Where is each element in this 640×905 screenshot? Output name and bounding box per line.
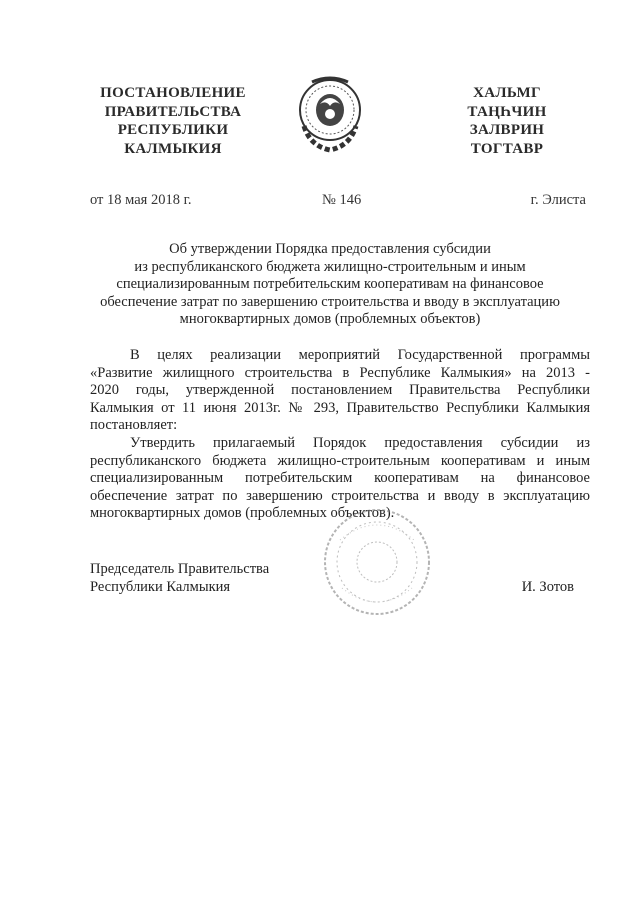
body-line: Калмыкия от 11 июня 2013г. № 293, Правительство Республики Калмыкия <box>90 399 590 416</box>
header-right-line: ТОГТАВР <box>470 140 544 157</box>
header-right-title <box>452 84 562 158</box>
body-line: постановляет: <box>90 417 178 434</box>
header-left-line: КАЛМЫКИЯ <box>124 140 222 157</box>
title-line: многоквартирных домов (проблемных объектов) <box>179 311 481 328</box>
body-line: специализированным потребительским кооперативам на финансовое <box>90 470 590 487</box>
document-body <box>90 347 590 523</box>
body-line: многоквартирных домов (проблемных объектов). <box>90 505 395 522</box>
document-city: г. Элиста <box>530 192 586 208</box>
title-line: Об утверждении Порядка предоставления субсидии <box>169 241 491 257</box>
document-date: от 18 мая 2018 г. <box>90 192 192 208</box>
body-line: «Развитие жилищного строительства в Республике Калмыкия» на 2013 - <box>90 364 590 381</box>
body-line: Утвердить прилагаемый Порядок предоставления субсидии из <box>130 434 590 451</box>
coat-of-arms-emblem <box>290 70 370 158</box>
header-left-line: РЕСПУБЛИКИ <box>117 122 229 138</box>
document-title <box>80 241 580 329</box>
header-right-line: ЗАЛВРИН <box>469 122 545 138</box>
signatory-title: Председатель Правительства <box>90 561 270 577</box>
header-left-line: ПРАВИТЕЛЬСТВА <box>104 103 242 120</box>
signatory-title-line2: Республики Калмыкия <box>90 578 231 595</box>
body-line: В целях реализации мероприятий Государственной программы <box>130 347 590 363</box>
body-line: республиканского бюджета жилищно-строительным кооперативам и иным <box>90 452 590 469</box>
document-number: № 146 <box>322 192 362 208</box>
title-line: обеспечение затрат по завершению строительства и вводу в эксплуатацию <box>100 293 560 310</box>
body-line: 2020 годы, утвержденной постановлением Правительства Республики <box>90 382 590 399</box>
signature-block <box>90 561 580 596</box>
header-left-line: ПОСТАНОВЛЕНИЕ <box>100 85 246 101</box>
header-right-line: ТАҢҺЧИН <box>467 103 547 120</box>
document-meta <box>90 192 586 210</box>
header-right-line: ХАЛЬМГ <box>473 85 541 101</box>
title-line: из республиканского бюджета жилищно-строительным и иным <box>134 258 526 275</box>
body-line: обеспечение затрат по завершению строительства и вводу в эксплуатацию <box>90 487 590 504</box>
signatory-name: И. Зотов <box>521 578 574 595</box>
header-left-title <box>78 84 268 158</box>
title-line: специализированным потребительским кооперативам на финансовое <box>116 276 544 293</box>
